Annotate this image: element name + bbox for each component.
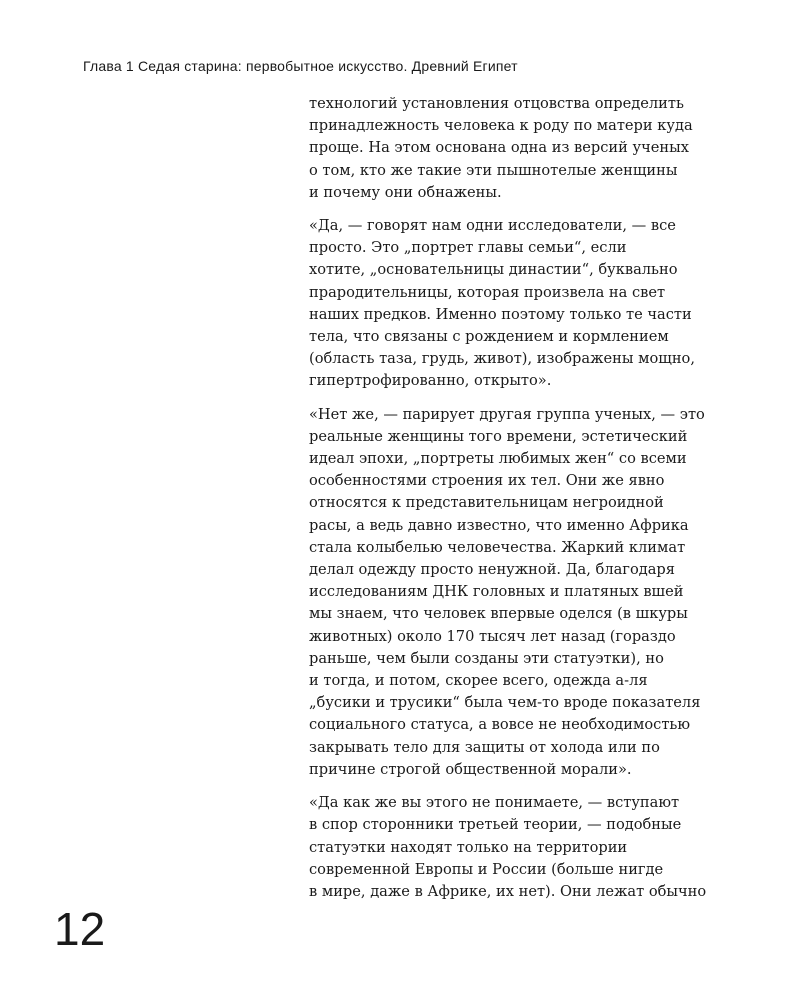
text-line: «Да как же вы этого не понимаете, — вступают bbox=[309, 794, 680, 812]
text-line: статуэтки находят только на территории bbox=[309, 838, 628, 856]
text-line: проще. На этом основана одна из версий ученых bbox=[309, 139, 689, 157]
text-line: мы знаем, что человек впервые оделся (в шкуры bbox=[309, 605, 688, 623]
text-line: и почему они обнажены. bbox=[309, 183, 502, 201]
paragraph bbox=[309, 93, 749, 204]
text-line: причине строгой общественной морали». bbox=[309, 760, 632, 778]
text-line: просто. Это „портрет главы семьи“, если bbox=[309, 239, 627, 257]
text-line: хотите, „основательницы династии“, буквально bbox=[309, 261, 678, 279]
running-head: Глава 1 Седая старина: первобытное искусство. Древний Египет bbox=[83, 58, 518, 74]
text-line: и тогда, и потом, скорее всего, одежда а-ля bbox=[309, 672, 648, 690]
text-line: принадлежность человека к роду по матери куда bbox=[309, 117, 693, 135]
text-line: «Да, — говорят нам одни исследователи, — все bbox=[309, 217, 676, 235]
text-line: современной Европы и России (больше нигде bbox=[309, 860, 664, 878]
text-line: наших предков. Именно поэтому только те части bbox=[309, 305, 692, 323]
text-line: „бусики и трусики“ была чем-то вроде показателя bbox=[309, 694, 701, 712]
text-line: технологий установления отцовства определить bbox=[309, 95, 684, 112]
text-line: социального статуса, а вовсе не необходимостью bbox=[309, 716, 691, 734]
text-line: прародительницы, которая произвела на свет bbox=[309, 283, 666, 301]
text-line: расы, а ведь давно известно, что именно Африка bbox=[309, 516, 689, 534]
text-line: делал одежду просто ненужной. Да, благодаря bbox=[309, 561, 675, 579]
text-line: (область таза, грудь, живот), изображены мощно, bbox=[309, 350, 695, 368]
text-line: о том, кто же такие эти пышнотелые женщины bbox=[309, 161, 678, 179]
paragraph bbox=[309, 404, 749, 781]
text-line: реальные женщины того времени, эстетический bbox=[309, 427, 688, 445]
text-line: животных) около 170 тысяч лет назад (гораздо bbox=[309, 627, 676, 645]
text-line: «Нет же, — парирует другая группа ученых, — это bbox=[309, 405, 705, 423]
paragraph bbox=[309, 792, 749, 903]
text-line: стала колыбелью человечества. Жаркий климат bbox=[309, 538, 686, 556]
text-line: особенностями строения их тел. Они же явно bbox=[309, 472, 665, 490]
body-text bbox=[309, 93, 749, 914]
page-number: 12 bbox=[54, 903, 106, 955]
text-line: исследованиям ДНК головных и платяных вшей bbox=[309, 583, 684, 601]
text-line: раньше, чем были созданы эти статуэтки), но bbox=[309, 649, 664, 667]
text-line: закрывать тело для защиты от холода или по bbox=[309, 738, 660, 756]
text-line: относятся к представительницам негроидной bbox=[309, 494, 664, 512]
text-line: гипертрофированно, открыто». bbox=[309, 372, 552, 390]
text-line: идеал эпохи, „портреты любимых жен“ со всеми bbox=[309, 450, 687, 468]
text-line: в спор сторонники третьей теории, — подобные bbox=[309, 816, 682, 834]
paragraph bbox=[309, 215, 749, 393]
text-line: тела, что связаны с рождением и кормлением bbox=[309, 328, 669, 346]
text-line: в мире, даже в Африке, их нет). Они лежат обычно bbox=[309, 882, 707, 900]
